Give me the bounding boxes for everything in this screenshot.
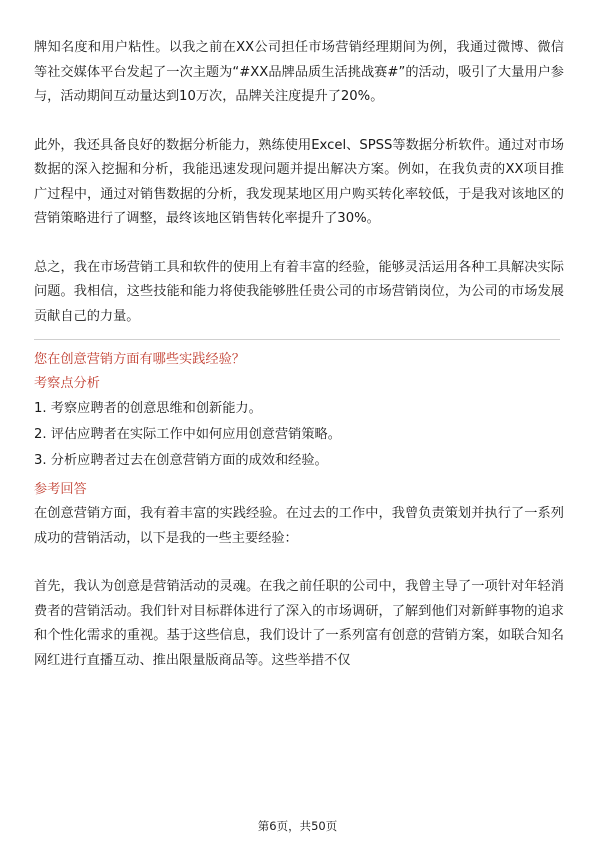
answer-label: 参考回答 [34, 482, 87, 497]
paragraph-gap [34, 551, 564, 575]
body-paragraph: 总之，我在市场营销工具和软件的使用上有着丰富的经验，能够灵活运用各种工具解决实际问题。我相信，这些技能和能力将使我能够胜任贵公司的市场营销岗位，为公司的市场发展贡献自己的力量。 [34, 259, 564, 324]
answer-paragraph: 首先，我认为创意是营销活动的灵魂。在我之前任职的公司中，我曾主导了一项针对年轻消费者的营销活动。我们针对目标群体进行了深入的市场调研，了解到他们对新鲜事物的追求和个性化需求的重视。基于这些信息，我们设计了一系列富有创意的营销方案，如联合知名网红进行直播互动、推出限量版商品等。这些举措不仅 [34, 579, 564, 668]
analysis-item: 3. 分析应聘者过去在创意营销方面的成效和经验。 [34, 453, 328, 468]
question-heading: 您在创意营销方面有哪些实践经验？ [34, 352, 245, 367]
analysis-item: 2. 评估应聘者在实际工作中如何应用创意营销策略。 [34, 427, 341, 442]
document-page [34, 36, 564, 673]
paragraph-gap [34, 110, 564, 134]
body-paragraph: 牌知名度和用户粘性。以我之前在XX公司担任市场营销经理期间为例，我通过微博、微信等社交媒体平台发起了一次主题为“#XX品牌品质生活挑战赛#”的活动，吸引了大量用户参与，活动期间互动量达到10万次，品牌关注度提升了20%。 [34, 40, 564, 104]
answer-paragraph: 在创意营销方面，我有着丰富的实践经验。在过去的工作中，我曾负责策划并执行了一系列成功的营销活动，以下是我的一些主要经验： [34, 506, 564, 546]
analysis-label: 考察点分析 [34, 376, 100, 391]
analysis-item: 1. 考察应聘者的创意思维和创新能力。 [34, 401, 262, 416]
section-divider [34, 339, 560, 340]
paragraph-gap [34, 232, 564, 256]
body-paragraph: 此外，我还具备良好的数据分析能力，熟练使用Excel、SPSS等数据分析软件。通过对市场数据的深入挖掘和分析，我能迅速发现问题并提出解决方案。例如，在我负责的XX项目推广过程中，通过对销售数据的分析，我发现某地区用户购买转化率较低，于是我对该地区的营销策略进行了调整，最终该地区销售转化率提升了30%。 [34, 137, 564, 226]
page-footer: 第6页，共50页 [257, 819, 338, 833]
